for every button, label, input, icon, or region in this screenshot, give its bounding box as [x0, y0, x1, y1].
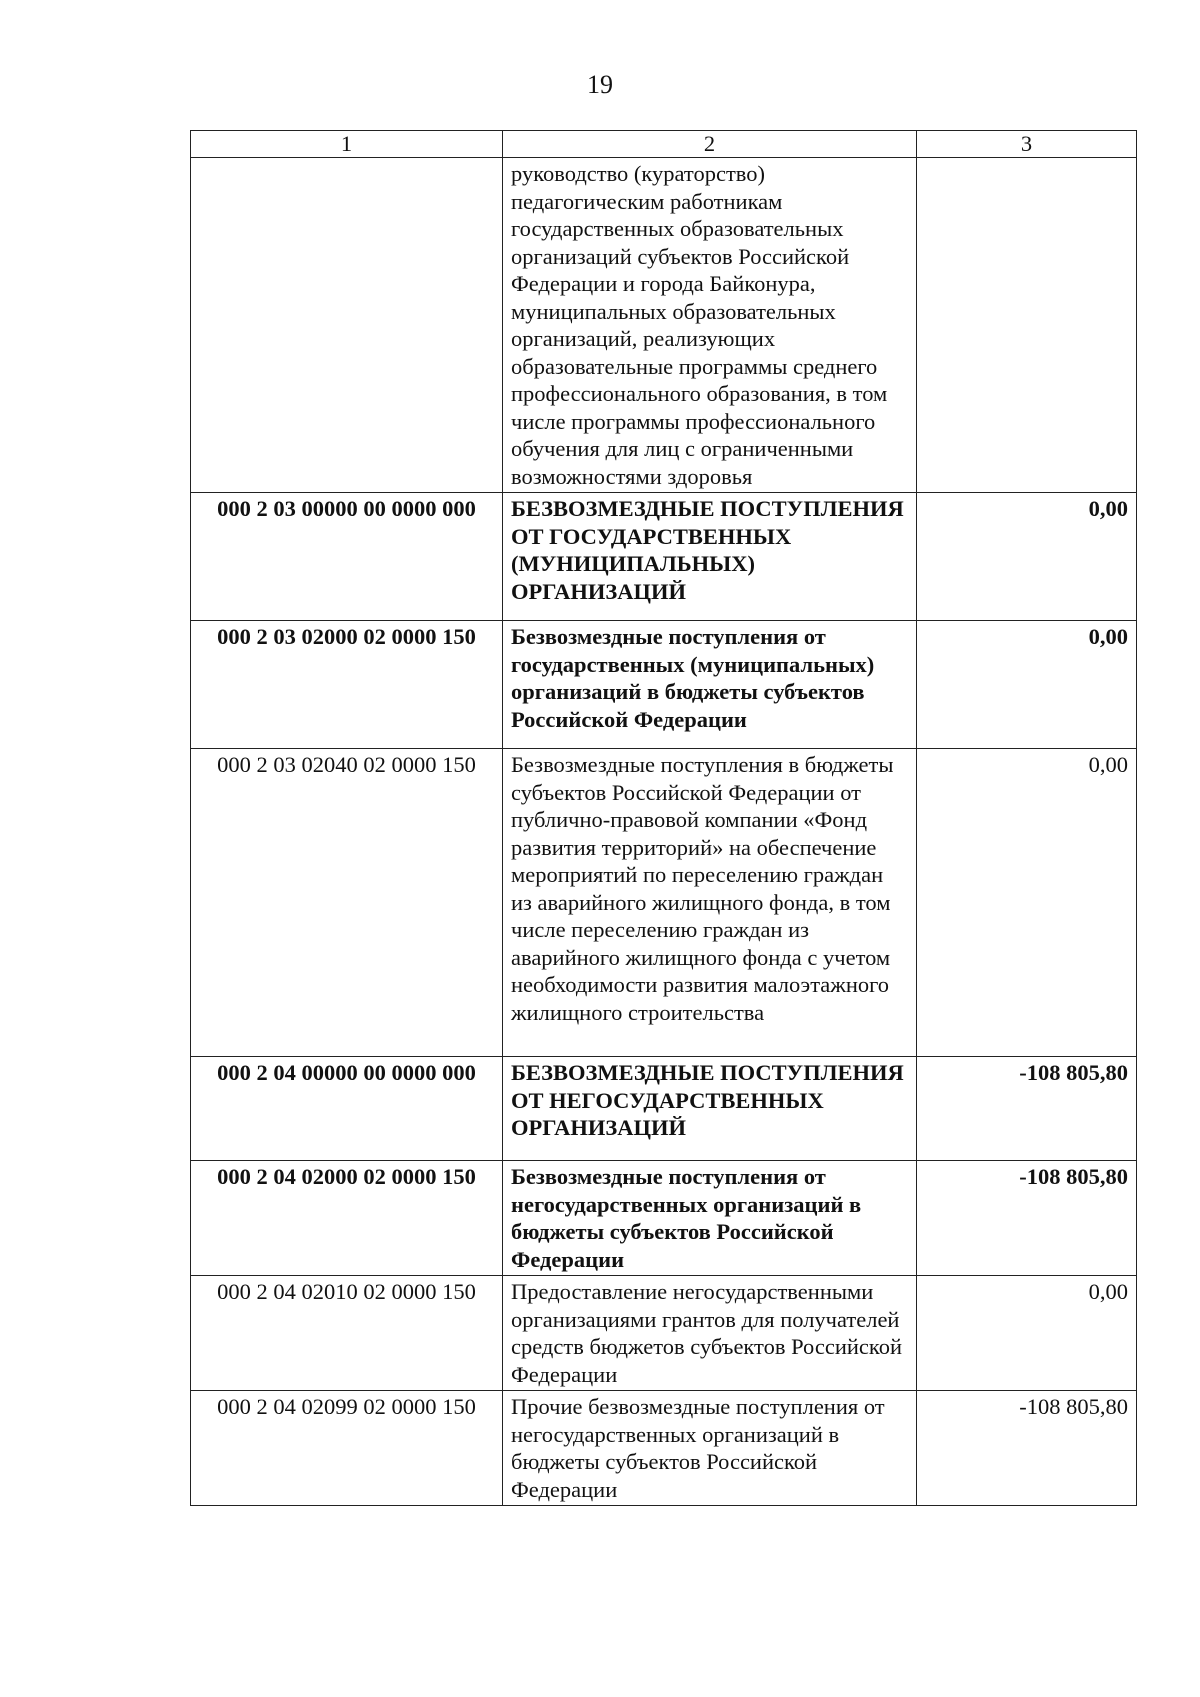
row-code: 000 2 04 02000 02 0000 150: [191, 1161, 503, 1276]
budget-table: [190, 130, 1137, 1506]
table-row: [191, 1057, 1137, 1161]
table-row: [191, 493, 1137, 621]
row-amount: [917, 158, 1137, 493]
row-code: [191, 158, 503, 493]
row-amount: -108 805,80: [917, 1161, 1137, 1276]
table-row: [191, 621, 1137, 749]
row-code: 000 2 04 02099 02 0000 150: [191, 1391, 503, 1506]
row-name: Безвозмездные поступления в бюджеты субъектов Российской Федерации от публично-правовой компании «Фонд развития территорий» на обеспечение мероприятий по переселению граждан из аварийного жилищного фонда, в том числе переселению граждан из аварийного жилищного фонда с учетом необходимости развития малоэтажного жилищного строительства: [503, 749, 917, 1057]
page-number: 19: [587, 70, 613, 99]
row-name: Безвозмездные поступления от государственных (муниципальных) организаций в бюджеты субъектов Российской Федерации: [503, 621, 917, 749]
table-header-row: [191, 131, 1137, 158]
row-amount: -108 805,80: [917, 1391, 1137, 1506]
row-amount: 0,00: [917, 493, 1137, 621]
row-name: Безвозмездные поступления от негосударственных организаций в бюджеты субъектов Российской Федерации: [503, 1161, 917, 1276]
column-header-1: 1: [191, 131, 503, 158]
column-header-2: 2: [503, 131, 917, 158]
row-amount: 0,00: [917, 1276, 1137, 1391]
row-amount: 0,00: [917, 621, 1137, 749]
row-name: руководство (кураторство) педагогическим работникам государственных образовательных организаций субъектов Российской Федерации и города Байконура, муниципальных образовательных организаций, реализующих образовательные программы среднего профессионального образования, в том числе программы профессионального обучения для лиц с ограниченными возможностями здоровья: [503, 158, 917, 493]
row-amount: -108 805,80: [917, 1057, 1137, 1161]
table-row: [191, 1161, 1137, 1276]
table-row: [191, 158, 1137, 493]
row-name: Прочие безвозмездные поступления от негосударственных организаций в бюджеты субъектов Российской Федерации: [503, 1391, 917, 1506]
table-row: [191, 1391, 1137, 1506]
row-code: 000 2 04 02010 02 0000 150: [191, 1276, 503, 1391]
row-name: БЕЗВОЗМЕЗДНЫЕ ПОСТУПЛЕНИЯ ОТ ГОСУДАРСТВЕННЫХ (МУНИЦИПАЛЬНЫХ) ОРГАНИЗАЦИЙ: [503, 493, 917, 621]
row-code: 000 2 03 00000 00 0000 000: [191, 493, 503, 621]
table-row: [191, 749, 1137, 1057]
row-amount: 0,00: [917, 749, 1137, 1057]
column-header-3: 3: [917, 131, 1137, 158]
row-code: 000 2 03 02000 02 0000 150: [191, 621, 503, 749]
row-code: 000 2 04 00000 00 0000 000: [191, 1057, 503, 1161]
row-name: БЕЗВОЗМЕЗДНЫЕ ПОСТУПЛЕНИЯ ОТ НЕГОСУДАРСТВЕННЫХ ОРГАНИЗАЦИЙ: [503, 1057, 917, 1161]
table-row: [191, 1276, 1137, 1391]
row-code: 000 2 03 02040 02 0000 150: [191, 749, 503, 1057]
row-name: Предоставление негосударственными организациями грантов для получателей средств бюджетов субъектов Российской Федерации: [503, 1276, 917, 1391]
